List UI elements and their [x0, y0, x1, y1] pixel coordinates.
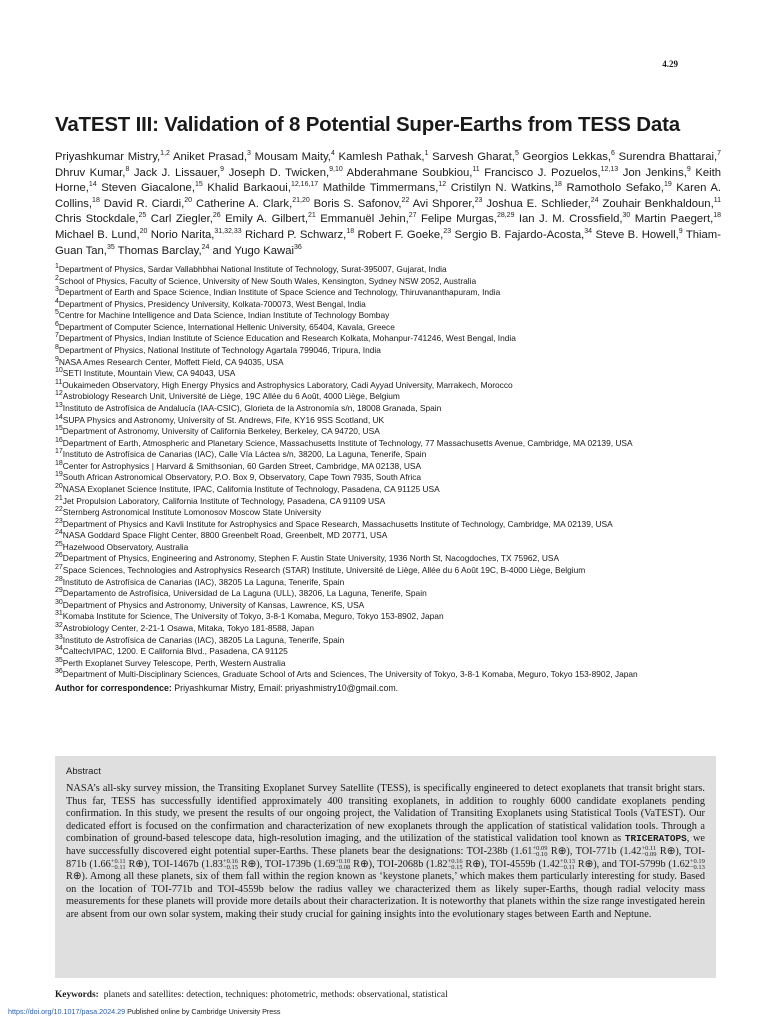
- planet-radius: 1.82: [429, 858, 448, 870]
- author: Boris S. Safonov,: [313, 197, 402, 210]
- author: Thiam-Guan Tan,: [55, 228, 721, 257]
- radius-unit: R⊕: [128, 858, 144, 870]
- planet-radius: 1.61: [514, 845, 533, 857]
- author: Surendra Bhattarai,: [618, 151, 718, 163]
- affiliation-number: 23: [55, 517, 63, 525]
- author: Sarvesh Gharat,: [432, 151, 515, 163]
- author-affiliation-index: 23: [474, 197, 483, 205]
- affiliation: [55, 461, 735, 473]
- author-affiliation-index: 24: [590, 197, 599, 205]
- author: Abderahmane Soubkiou,: [346, 166, 473, 179]
- radius-unit: R⊕: [66, 871, 82, 883]
- author-affiliation-index: 31,32,33: [214, 228, 242, 236]
- affiliation-number: 16: [55, 436, 63, 444]
- author: Khalid Barkaoui,: [207, 182, 291, 195]
- author-affiliation-index: 19: [663, 181, 672, 189]
- affiliation-number: 7: [55, 332, 59, 340]
- abstract-box: [55, 756, 716, 978]
- affiliation-number: 26: [55, 552, 63, 560]
- affiliation: [55, 345, 735, 357]
- affiliation-text: Instituto de Astrofísica de Canarias (IAC), 38205 La Laguna, Tenerife, Spain: [62, 634, 345, 645]
- affiliation: [55, 391, 735, 403]
- author: Kamlesh Pathak,: [338, 151, 425, 163]
- radius-uncertainty: [111, 859, 126, 871]
- author-affiliation-index: 20: [184, 197, 193, 205]
- affiliation: [55, 438, 735, 450]
- affiliation: [55, 415, 735, 427]
- doi-link[interactable]: https://doi.org/10.1017/pasa.2024.29: [8, 1007, 126, 1016]
- affiliation-text: Departamento de Astrofísica, Universidad de La Laguna (ULL), 38206, La Laguna, Tenerife, Spain: [62, 588, 427, 599]
- affiliation-number: 6: [55, 321, 59, 329]
- affiliation: [55, 264, 735, 276]
- planet-radius: 1.83: [204, 858, 223, 870]
- affiliation: [55, 357, 735, 369]
- affiliation-text: SETI Institute, Mountain View, CA 94043, USA: [62, 368, 236, 379]
- affiliation-number: 25: [55, 541, 63, 549]
- affiliation-number: 4: [55, 297, 59, 305]
- abstract-part-2: , we have successfully discovered eight potential super-Earths. These planets bear the designations:: [66, 833, 706, 857]
- author: Jon Jenkins,: [622, 166, 687, 179]
- author-list: [55, 150, 721, 259]
- affiliation-number: 20: [55, 483, 63, 491]
- affiliation-number: 15: [55, 425, 63, 433]
- abstract-part-3: . Among all these planets, six of them fall within the region known as ‘keystone planets,’ which makes them particularly interesting for study. Based on the location of TOI-771b and TOI-4559b below the radius valley we characterized them as likely super-Earths, though radial velocity mass measurements for these planets will provide more details about their characterization. It is noteworthy that planets within the size range investigated herein are absent from our own solar system, making their study crucial for gaining insights into the evolutionary stages between Earth and Neptune.: [66, 871, 705, 920]
- uncertainty-minus: −0.11: [559, 863, 575, 871]
- author: Jack J. Lissauer,: [133, 166, 221, 179]
- abstract-heading: Abstract: [66, 766, 101, 777]
- affiliation-text: Department of Physics, Indian Institute of Science Education and Research Kolkata, Mohanpur-741246, West Bengal, India: [58, 333, 516, 344]
- author-affiliation-index: 26: [212, 212, 221, 220]
- affiliation: [55, 299, 735, 311]
- affiliation-text: Hazelwood Observatory, Australia: [62, 541, 189, 552]
- affiliation-number: 5: [55, 309, 59, 317]
- author-affiliation-index: 15: [194, 181, 203, 189]
- keywords: [55, 990, 448, 1000]
- planet-name: TOI-1739b: [264, 858, 312, 870]
- affiliation-number: 28: [55, 575, 63, 583]
- author: Catherine A. Clark,: [195, 197, 293, 210]
- affiliation: [55, 449, 735, 461]
- author-affiliation-index: 7: [717, 150, 722, 158]
- affiliation-number: 19: [55, 471, 63, 479]
- radius-uncertainty: [690, 859, 705, 871]
- affiliation-text: Astrobiology Research Unit, Université de Liège, 19C Allée du 6 Août, 4000 Liège, Belgium: [62, 391, 400, 402]
- affiliation-number: 31: [55, 610, 63, 618]
- author-affiliation-index: 35: [106, 243, 115, 251]
- author-affiliation-index: 11: [713, 197, 722, 205]
- radius-unit: R⊕: [353, 858, 369, 870]
- affiliation-text: School of Physics, Faculty of Science, University of New South Wales, Kensington, Sydney NSW 2052, Australia: [58, 275, 477, 286]
- uncertainty-minus: −0.11: [110, 863, 126, 871]
- affiliation-number: 29: [55, 587, 63, 595]
- correspondence: [55, 683, 735, 695]
- affiliation: [55, 588, 735, 600]
- uncertainty-plus: +0.09: [532, 844, 548, 852]
- affiliation-text: NASA Ames Research Center, Moffett Field, CA 94035, USA: [58, 356, 284, 367]
- affiliation-number: 14: [55, 413, 63, 421]
- author: Francisco J. Pozuelos,: [484, 166, 601, 179]
- affiliation-text: Instituto de Astrofísica de Canarias (IAC), 38205 La Laguna, Tenerife, Spain: [62, 576, 345, 587]
- affiliation-text: Perth Exoplanet Survey Telescope, Perth, Western Australia: [62, 657, 286, 668]
- author-affiliation-index: 9,10: [329, 165, 343, 173]
- correspondence-label: Author for correspondence:: [55, 682, 172, 693]
- affiliation: [55, 403, 735, 415]
- author: Avi Shporer,: [412, 197, 475, 210]
- affiliation-number: 17: [55, 448, 63, 456]
- affiliation-text: South African Astronomical Observatory, P.O. Box 9, Observatory, Cape Town 7935, South Africa: [62, 472, 422, 483]
- affiliation-number: 2: [55, 274, 59, 282]
- affiliation-number: 3: [55, 286, 59, 294]
- author: Ian J. M. Crossfield,: [518, 213, 623, 226]
- affiliation-number: 10: [55, 367, 63, 375]
- author: Norio Narita,: [150, 228, 215, 241]
- affiliation-text: Department of Multi-Disciplinary Sciences, Graduate School of Arts and Sciences, The University of Tokyo, 3-8-1 Komaba, Meguro, Tokyo 153-8902, Japan: [62, 669, 638, 680]
- author-affiliation-index: 23: [443, 228, 452, 236]
- affiliation-number: 11: [55, 378, 63, 386]
- uncertainty-minus: −0.13: [689, 863, 705, 871]
- uncertainty-minus: −0.10: [532, 850, 548, 858]
- affiliation-number: 13: [55, 402, 63, 410]
- uncertainty-plus: +0.10: [335, 857, 351, 865]
- author: David R. Ciardi,: [103, 197, 185, 210]
- affiliation-text: Caltech/IPAC, 1200. E California Blvd., Pasadena, CA 91125: [62, 646, 288, 657]
- affiliation-text: Department of Earth and Space Science, Indian Institute of Space Science and Technology, Thiruvananthapuram, India: [58, 287, 501, 298]
- author: Chris Stockdale,: [55, 213, 139, 226]
- affiliation-text: Department of Earth, Atmospheric and Planetary Science, Massachusetts Institute of Technology, 77 Massachusetts Avenue, Cambridge, MA 02139, USA: [62, 437, 633, 448]
- affiliation: [55, 507, 735, 519]
- author-affiliation-index: 36: [293, 243, 302, 251]
- affiliation: [55, 530, 735, 542]
- affiliation-text: Centre for Machine Intelligence and Data Science, Indian Institute of Technology Bombay: [58, 310, 390, 321]
- uncertainty-plus: +0.16: [222, 857, 238, 865]
- author: Martin Paegert,: [634, 213, 714, 226]
- affiliation-number: 8: [55, 344, 59, 352]
- radius-uncertainty: [560, 859, 575, 871]
- radius-unit: R⊕: [240, 858, 257, 870]
- radius-uncertainty: [641, 846, 656, 858]
- author: Priyashkumar Mistry,: [55, 151, 161, 163]
- author: Steven Giacalone,: [101, 182, 195, 195]
- author: Emmanuël Jehin,: [320, 213, 409, 226]
- author-affiliation-index: 14: [88, 181, 97, 189]
- author: Mousam Maity,: [254, 151, 331, 163]
- author-affiliation-index: 24: [201, 243, 210, 251]
- author-affiliation-index: 1,2: [160, 150, 170, 158]
- affiliation: [55, 380, 735, 392]
- affiliation-number: 34: [55, 645, 63, 653]
- correspondence-text: Priyashkumar Mistry, Email: priyashmistry10@gmail.com.: [174, 682, 399, 693]
- affiliation-number: 27: [55, 564, 63, 572]
- author-affiliation-index: 4: [330, 150, 335, 158]
- planet-radius: 1.69: [317, 858, 336, 870]
- radius-unit: R⊕: [550, 845, 567, 857]
- affiliation-text: NASA Goddard Space Flight Center, 8800 Greenbelt Road, Greenbelt, MD 20771, USA: [62, 530, 388, 541]
- affiliation-number: 35: [55, 656, 63, 664]
- author-affiliation-index: 12,16,17: [290, 181, 319, 189]
- affiliation-number: 9: [55, 355, 59, 363]
- affiliation: [55, 577, 735, 589]
- affiliation-text: Center for Astrophysics | Harvard & Smithsonian, 60 Garden Street, Cambridge, MA 02138, USA: [62, 460, 422, 471]
- triceratops-tool-name: TRICERATOPS: [624, 833, 687, 845]
- affiliation-text: Department of Physics, Sardar Vallabhbhai National Institute of Technology, Surat-395007, Gujarat, India: [58, 264, 447, 274]
- author-affiliation-index: 9: [686, 165, 691, 173]
- author-affiliation-index: 6: [611, 150, 615, 158]
- affiliation-number: 22: [55, 506, 63, 514]
- affiliation-number: 24: [55, 529, 63, 537]
- author: Ramotholo Sefako,: [566, 182, 664, 195]
- uncertainty-minus: −0.08: [335, 863, 351, 871]
- author-affiliation-index: 30: [622, 212, 631, 220]
- author: Steve B. Howell,: [595, 228, 679, 241]
- author-affiliation-index: 3: [247, 150, 251, 158]
- author-affiliation-index: 18: [346, 228, 355, 236]
- affiliation: [55, 600, 735, 612]
- author-affiliation-index: 25: [138, 212, 147, 220]
- planet-radius: 1.42: [623, 845, 642, 857]
- author: Zouhair Benkhaldoun,: [602, 197, 714, 210]
- affiliation-text: Instituto de Astrofísica de Canarias (IAC), Calle Vía Láctea s/n, 38200, La Laguna, Tenerife, Spain: [62, 449, 427, 460]
- author-affiliation-index: 18: [554, 181, 562, 189]
- affiliation-text: Instituto de Astrofísica de Andalucía (IAA-CSIC), Glorieta de la Astronomía s/n, 18008 Granada, Spain: [62, 402, 442, 413]
- affiliation-text: Department of Computer Science, International Hellenic University, 65404, Kavala, Greece: [58, 321, 395, 332]
- author-affiliation-index: 20: [139, 228, 148, 236]
- affiliation-text: Department of Physics, Presidency University, Kolkata-700073, West Bengal, India: [58, 298, 366, 309]
- author: Robert F. Goeke,: [357, 228, 444, 241]
- affiliation-text: SUPA Physics and Astronomy, University of St. Andrews, Fife, KY16 9SS Scotland, UK: [62, 414, 385, 425]
- planet-name: TOI-871b: [66, 845, 705, 870]
- radius-uncertainty: [335, 859, 350, 871]
- author: Keith Horne,: [55, 166, 722, 195]
- affiliation: [55, 623, 735, 635]
- affiliation-number: 30: [55, 598, 63, 606]
- planet-name: TOI-5799b: [619, 858, 666, 870]
- publisher-note: Published online by Cambridge University Press: [125, 1007, 281, 1016]
- affiliation-text: Sternberg Astronomical Institute Lomonosov Moscow State University: [62, 507, 322, 518]
- author: Sergio B. Fajardo-Acosta,: [454, 228, 585, 241]
- author-affiliation-index: 1: [424, 150, 429, 158]
- author: Richard P. Schwarz,: [245, 228, 347, 241]
- radius-unit: R⊕: [659, 845, 676, 857]
- affiliation-number: 36: [55, 668, 63, 676]
- affiliation-text: Department of Physics and Kavli Institute for Astrophysics and Space Research, Massachusetts Institute of Technology, Cambridge, MA 02139, USA: [62, 518, 613, 529]
- planet-radius: 1.62: [671, 858, 690, 870]
- affiliation-number: 18: [55, 460, 63, 468]
- author: Cristilyn N. Watkins,: [450, 182, 555, 195]
- abstract-text: [66, 783, 705, 922]
- affiliation: [55, 322, 735, 334]
- author-affiliation-index: 12,13: [600, 165, 619, 173]
- planet-radius: 1.42: [541, 858, 560, 870]
- affiliation-text: Astrobiology Center, 2-21-1 Osawa, Mitaka, Tokyo 181-8588, Japan: [62, 622, 315, 633]
- author-affiliation-index: 21,20: [292, 197, 310, 205]
- author-affiliation-index: 8: [125, 165, 130, 173]
- keywords-label: Keywords:: [55, 990, 99, 1000]
- affiliation: [55, 519, 735, 531]
- author: Dhruv Kumar,: [55, 166, 126, 179]
- abstract-part-1: NASA’s all-sky survey mission, the Transiting Exoplanet Survey Satellite (TESS), is specifically engineered to detect exoplanets that transit bright stars. Thus far, TESS has successfully identified approximately 400 transiting exoplanets, in addition to roughly 6000 candidate exoplanets pending confirmation. In this study, we present the results of our ongoing project, the Validation of Transiting Exoplanets using Statistical Tools (VaTEST). Our dedicated effort is focused on the confirmation and characterization of new exoplanets through the application of statistical validation tools. Through a combination of ground-based telescope data, high-resolution imaging, and the utilization of the statistical validation tool known as: [66, 783, 705, 845]
- affiliation: [55, 611, 735, 623]
- author-affiliation-index: 18: [92, 197, 100, 205]
- uncertainty-plus: +0.19: [689, 857, 705, 865]
- author: Felipe Murgas,: [420, 213, 497, 226]
- uncertainty-plus: +0.11: [641, 844, 657, 852]
- keywords-text: planets and satellites: detection, techniques: photometric, methods: observational, statistical: [103, 990, 448, 1000]
- radius-unit: R⊕: [577, 858, 594, 870]
- affiliation: [55, 472, 735, 484]
- affiliation: [55, 658, 735, 670]
- author-affiliation-index: 12: [438, 181, 447, 189]
- planet-list: TOI-238b (1.61 +0.09 −0.10 R⊕), TOI-771b (1.42 +0.11 −0.09 R⊕), TOI-871b (1.66 +0.11 −0.11 R⊕), TOI-1467b (1.83 +0.16 −0.15 R⊕), TOI-1739b (1.69 +0.10 −0.08 R⊕), TOI-2068b (1.82 +0.16 −0.15 R⊕), TOI-4559b (1.42 +0.13 −0.11 R⊕), and TOI-5799b (1.62 +0.19 −0.13 R⊕): [66, 844, 705, 883]
- affiliation: [55, 669, 721, 681]
- radius-uncertainty: [223, 859, 238, 871]
- author-affiliation-index: 9: [678, 228, 683, 236]
- affiliation: [55, 553, 735, 565]
- author-affiliation-index: 28,29: [496, 212, 515, 220]
- author: Thomas Barclay,: [117, 244, 202, 257]
- affiliation-text: Komaba Institute for Science, The University of Tokyo, 3-8-1 Komaba, Meguro, Tokyo 153-8902, Japan: [62, 611, 444, 622]
- affiliation: [55, 333, 735, 345]
- affiliation: [55, 496, 735, 508]
- author-affiliation-index: 18: [713, 212, 722, 220]
- author: Aniket Prasad,: [172, 151, 248, 163]
- affiliation: [55, 276, 735, 288]
- affiliation-text: Oukaimeden Observatory, High Energy Physics and Astrophysics Laboratory, Cadi Ayyad University, Marrakech, Morocco: [62, 379, 513, 390]
- radius-uncertainty: [448, 859, 463, 871]
- author: Karen A. Collins,: [55, 182, 721, 210]
- uncertainty-minus: −0.15: [222, 863, 238, 871]
- affiliation-text: Space Sciences, Technologies and Astrophysics Research (STAR) Institute, Université de Liège, Allée du 6 Août 19C, B-4000 Liège, Belgium: [62, 565, 586, 576]
- affiliation-number: 12: [55, 390, 63, 398]
- affiliation-number: 1: [55, 263, 59, 271]
- uncertainty-plus: +0.13: [559, 857, 575, 865]
- author: Carl Ziegler,: [150, 213, 213, 226]
- planet-name: TOI-771b: [575, 845, 617, 857]
- affiliation-number: 33: [55, 633, 63, 641]
- radius-unit: R⊕: [465, 858, 481, 870]
- footer: [8, 1007, 281, 1016]
- author: Mathilde Timmermans,: [322, 182, 439, 195]
- uncertainty-plus: +0.16: [447, 857, 463, 865]
- affiliation-number: 32: [55, 622, 63, 630]
- affiliation-number: 21: [55, 494, 63, 502]
- affiliation: [55, 565, 735, 577]
- affiliation-text: Department of Astronomy, University of California Berkeley, Berkeley, CA 94720, USA: [62, 426, 380, 437]
- page-number: 4.29: [662, 59, 678, 69]
- affiliation: [55, 368, 735, 380]
- uncertainty-minus: −0.15: [447, 863, 463, 871]
- uncertainty-minus: −0.09: [641, 850, 657, 858]
- affiliation-text: Department of Physics, Engineering and Astronomy, Stephen F. Austin State University, 1936 North St, Nacogdoches, TX 75962, USA: [62, 553, 560, 564]
- author: and Yugo Kawai: [212, 244, 294, 257]
- affiliation: [55, 646, 735, 658]
- planet-name: TOI-2068b: [377, 858, 424, 870]
- affiliation: [55, 484, 735, 496]
- author-affiliation-index: 34: [584, 228, 593, 236]
- author-affiliation-index: 22: [401, 197, 410, 205]
- affiliation-text: NASA Exoplanet Science Institute, IPAC, California Institute of Technology, Pasadena, CA 91125 USA: [62, 483, 440, 494]
- affiliation-text: Department of Physics and Astronomy, University of Kansas, Lawrence, KS, USA: [62, 599, 365, 610]
- author-affiliation-index: 21: [308, 212, 316, 220]
- paper-title: VaTEST III: Validation of 8 Potential Super-Earths from TESS Data: [55, 113, 680, 136]
- author: Georgios Lekkas,: [522, 151, 612, 163]
- author: Michael B. Lund,: [55, 228, 140, 241]
- planet-name: TOI-4559b: [489, 858, 536, 870]
- author-affiliation-index: 11: [472, 165, 480, 173]
- author-affiliation-index: 9: [220, 165, 225, 173]
- affiliation: [55, 542, 735, 554]
- affiliation: [55, 426, 735, 438]
- author: Joseph D. Twicken,: [228, 166, 330, 179]
- author-affiliation-index: 27: [408, 212, 417, 220]
- affiliation: [55, 287, 735, 299]
- radius-uncertainty: [532, 846, 547, 858]
- affiliation-list: [55, 264, 735, 694]
- author-affiliation-index: 5: [514, 150, 519, 158]
- affiliation: [55, 310, 735, 322]
- planet-radius: 1.66: [92, 858, 111, 870]
- planet-name: TOI-1467b: [152, 858, 199, 870]
- affiliation-text: Jet Propulsion Laboratory, California Institute of Technology, Pasadena, CA 91109 USA: [62, 495, 386, 506]
- author: Emily A. Gilbert,: [225, 213, 308, 226]
- author: Joshua E. Schlieder,: [486, 197, 591, 210]
- uncertainty-plus: +0.11: [110, 857, 126, 865]
- affiliation: [55, 635, 735, 647]
- affiliation-text: Department of Physics, National Institute of Technology Agartala 799046, Tripura, India: [58, 345, 381, 356]
- planet-name: TOI-238b: [466, 845, 508, 857]
